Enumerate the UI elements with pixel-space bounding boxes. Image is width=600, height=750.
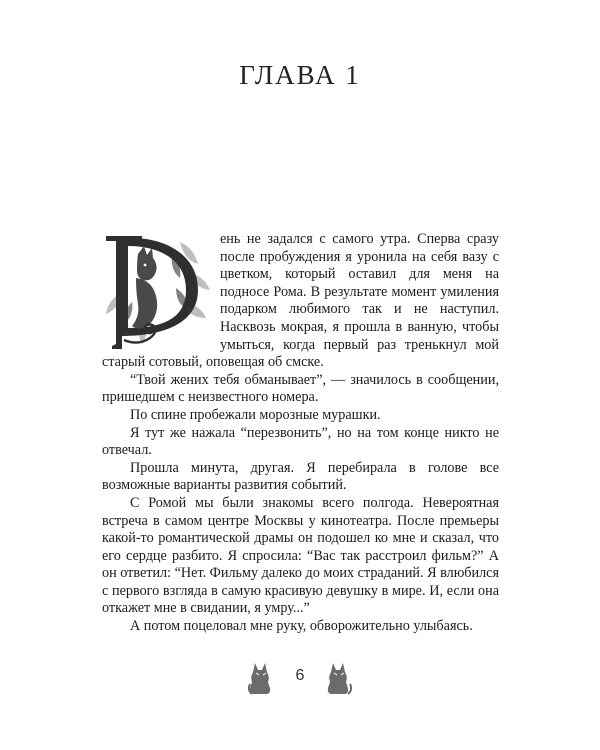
wolf-icon (324, 661, 354, 700)
paragraph-2: “Твой жених тебя обманывает”, — значилось в сообщении, пришедшем с неизвестного номера. (102, 371, 499, 406)
paragraph-5: Прошла минута, другая. Я перебирала в голове все возможные варианты развития событий. (102, 459, 499, 494)
paragraph-7: А потом поцеловал мне руку, обворожительно улыбаясь. (130, 618, 473, 635)
drop-cap-letter-icon (102, 232, 214, 350)
paragraph-6: С Ромой мы были знакомы всего полгода. Невероятная встреча в самом центре Москвы у кинотеатра. После премьеры какой-то романтической драмы он подошел ко мне и сказал, что его сердце разбито. Я спросила: “Вас так расстроил фильм?” А он ответил: “Нет. Фильму далеко до моих страданий. Я влюбился с первого взгляда в самую красивую девушку в мире. И, если она откажет мне в свидании, я умру...” (102, 494, 500, 617)
paragraph-4: Я тут же нажала “перезвонить”, но на том конце никто не отвечал. (102, 424, 499, 459)
paragraph-3: По спине пробежали морозные мурашки. (130, 406, 381, 423)
page-number: 6 (295, 667, 305, 684)
drop-cap-illustration (102, 232, 214, 350)
chapter-title: ГЛАВА 1 (239, 60, 361, 90)
chapter-body (102, 231, 499, 636)
paragraph-1: ень не задался с самого утра. Сперва сразу после пробуждения я уронила на себя вазу с цветком, который оставил для меня на подносе Рома. В результате момент умиления подарком любимого так и не наступил. Насквозь мокрая, я прошла в ванную, чтобы умыться, когда первый раз тренькнул мой старый сотовый, оповещая об смске. (102, 231, 499, 371)
page-footer (0, 655, 600, 703)
